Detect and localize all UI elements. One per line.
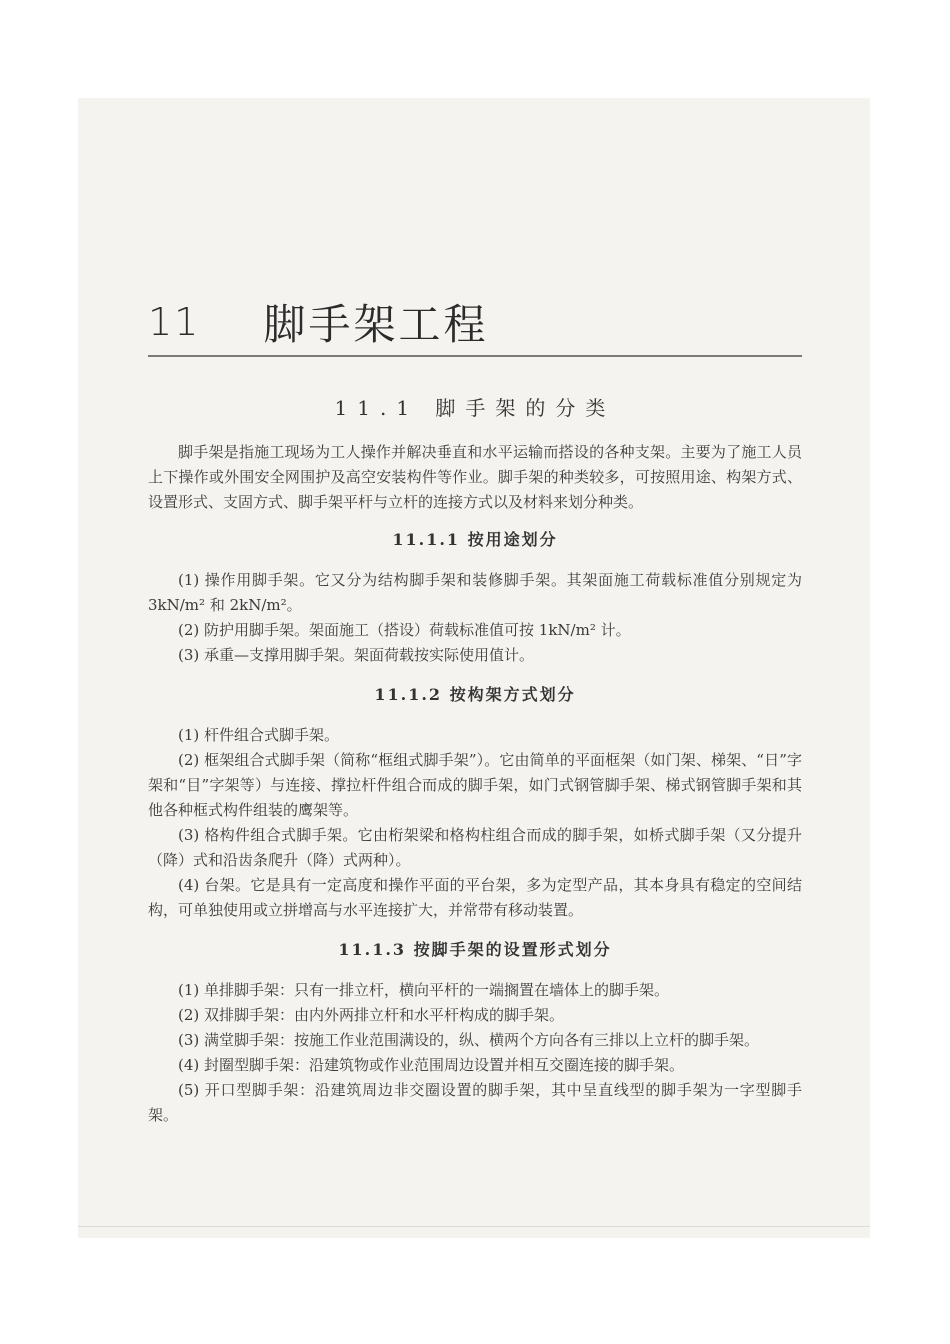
paragraph: (1) 单排脚手架：只有一排立杆，横向平杆的一端搁置在墙体上的脚手架。 (178, 981, 670, 999)
paragraph: (2) 双排脚手架：由内外两排立杆和水平杆构成的脚手架。 (178, 1006, 565, 1024)
section-title: 11.1 脚手架的分类 (334, 396, 616, 420)
paragraph: (3) 格构件组合式脚手架。它由桁架梁和格构柱组合而成的脚手架，如桥式脚手架（又分提升（降）式和沿齿条爬升（降）式两种）。 (148, 826, 802, 869)
chapter-title: 脚手架工程 (263, 300, 489, 349)
subsection-title: 11.1.1 按用途划分 (392, 530, 558, 549)
paragraph: (2) 防护用脚手架。架面施工（搭设）荷载标准值可按 1kN/m² 计。 (178, 621, 631, 639)
body-text (148, 440, 802, 1128)
paragraph: (4) 封圈型脚手架：沿建筑物或作业范围周边设置并相互交圈连接的脚手架。 (178, 1056, 685, 1074)
subsection-title: 11.1.3 按脚手架的设置形式划分 (338, 940, 612, 959)
paragraph: (2) 框架组合式脚手架（简称“框组式脚手架”）。它由简单的平面框架（如门架、梯架、“日”字架和“目”字架等）与连接、撑拉杆件组合而成的脚手架，如门式钢管脚手架、梯式钢管脚手架和其他各种框式构件组装的鹰架等。 (148, 751, 802, 819)
paragraph: (1) 杆件组合式脚手架。 (178, 726, 340, 744)
chapter-divider (148, 355, 802, 357)
intro-paragraph: 脚手架是指施工现场为工人操作并解决垂直和水平运输而搭设的各种支架。主要为了施工人员上下操作或外围安全网围护及高空安装构件等作业。脚手架的种类较多，可按照用途、构架方式、设置形式、支固方式、脚手架平杆与立杆的连接方式以及材料来划分种类。 (148, 443, 802, 511)
paragraph: (3) 承重—支撑用脚手架。架面荷载按实际使用值计。 (178, 646, 535, 664)
chapter-heading (148, 292, 808, 352)
paragraph: (4) 台架。它是具有一定高度和操作平面的平台架，多为定型产品，其本身具有稳定的空间结构，可单独使用或立拼增高与水平连接扩大，并常带有移动装置。 (148, 876, 802, 919)
paragraph: (5) 开口型脚手架：沿建筑周边非交圈设置的脚手架，其中呈直线型的脚手架为一字型脚手架。 (148, 1081, 802, 1124)
subsection-title: 11.1.2 按构架方式划分 (374, 685, 576, 704)
page-bottom-edge (78, 1226, 870, 1227)
paragraph: (1) 操作用脚手架。它又分为结构脚手架和装修脚手架。其架面施工荷载标准值分别规定为 3kN/m² 和 2kN/m²。 (148, 571, 802, 614)
chapter-number: 11 (148, 300, 201, 344)
paragraph: (3) 满堂脚手架：按施工作业范围满设的，纵、横两个方向各有三排以上立杆的脚手架。 (178, 1031, 760, 1049)
